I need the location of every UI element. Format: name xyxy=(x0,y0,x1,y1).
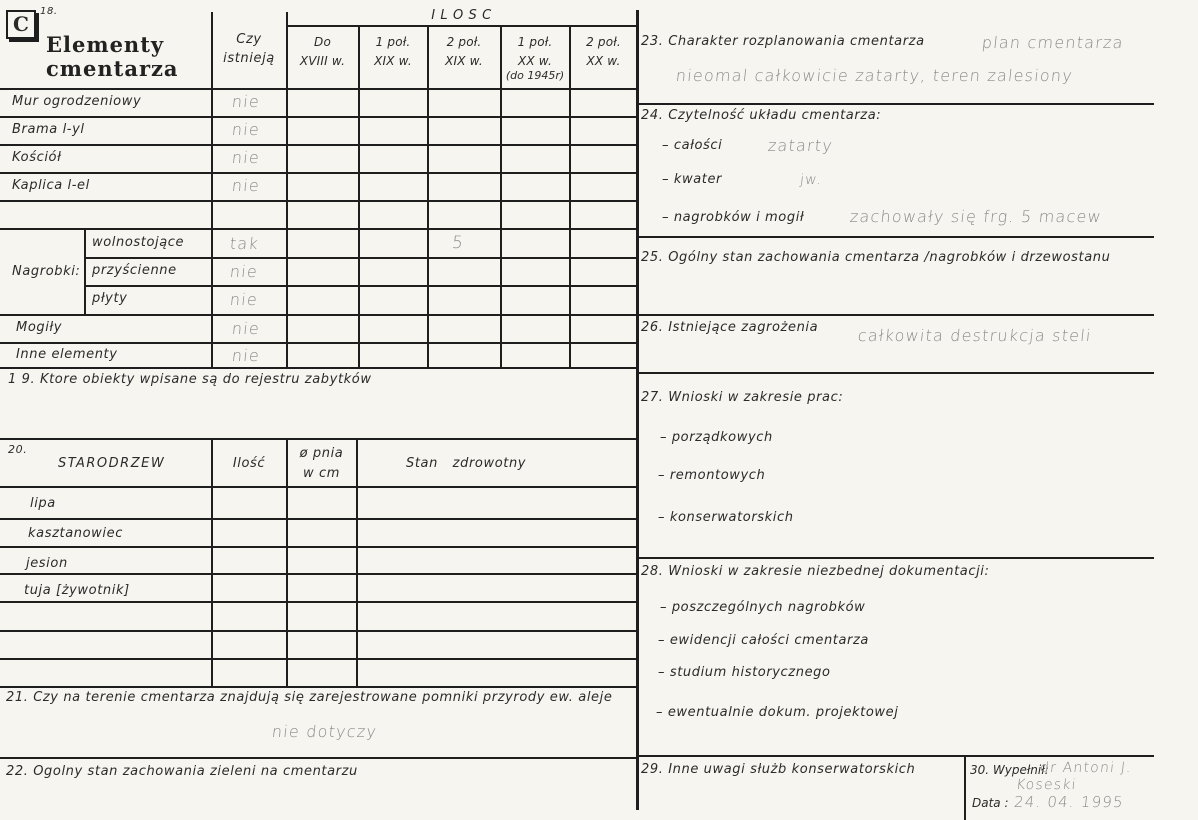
col-health: Stan zdrowotny xyxy=(406,456,527,471)
col-exists-line2: istnieją xyxy=(223,51,275,66)
r-line-25 xyxy=(637,314,1154,316)
section24-item-3-label: – nagrobków i mogił xyxy=(662,210,805,225)
section23-answer-line2: nieomal całkowicie zatarty, teren zalesiony xyxy=(675,66,1074,85)
tree-col-1 xyxy=(211,438,213,686)
section30-date-label: Data : xyxy=(972,796,1009,810)
section24-item-2-label: – kwater xyxy=(662,172,722,187)
element-row-2-exists: nie xyxy=(231,120,262,139)
tree-row-1-name: lipa xyxy=(30,496,56,511)
col-diam-line1: ø pnia xyxy=(299,446,344,461)
bottom-row-1-label: Mogiły xyxy=(16,320,63,335)
card-letter-box xyxy=(6,10,36,39)
row-line-7 xyxy=(84,285,637,287)
section26-label: 26. Istniejące zagrożenia xyxy=(641,320,819,335)
section30-name-line1: dr Antoni J. xyxy=(1039,760,1133,776)
row-line-1 xyxy=(0,116,637,118)
element-row-1-exists: nie xyxy=(231,92,262,111)
period-5-line1: 2 poł. xyxy=(586,35,621,49)
period-1-line2: XVIII w. xyxy=(299,54,346,68)
tree-col-3 xyxy=(356,438,358,686)
r-col-30 xyxy=(964,755,966,820)
section28-item-4: – ewentualnie dokum. projektowej xyxy=(656,705,899,720)
section22-top xyxy=(0,757,637,759)
period-4-line3: (do 1945r) xyxy=(505,69,565,82)
nagrobki-row-3-exists: nie xyxy=(229,290,260,309)
r-line-28 xyxy=(637,755,1154,757)
row-line-9 xyxy=(0,342,637,344)
nagrobki-row-1-exists: tak xyxy=(229,234,260,253)
section27-item-2: – remontowych xyxy=(658,468,766,483)
section18-number: 18. xyxy=(40,6,58,17)
element-row-1-label: Mur ogrodzeniowy xyxy=(12,94,142,109)
section24-item-1-label: – całości xyxy=(662,138,723,153)
tree-row-4 xyxy=(0,601,637,603)
r-line-24 xyxy=(637,236,1154,238)
section29-label: 29. Inne uwagi służb konserwatorskich xyxy=(641,762,916,777)
tree-row-3-name: jesion xyxy=(26,556,68,571)
section24-item-2-answer: jw. xyxy=(799,172,823,188)
row-line-8 xyxy=(0,314,637,316)
nagrobki-label: Nagrobki: xyxy=(12,264,81,279)
section30-name-line2: Koseski xyxy=(1015,777,1078,793)
section28-item-1: – poszczególnych nagrobków xyxy=(660,600,866,615)
element-row-3-label: Kościół xyxy=(12,150,62,165)
section24-label: 24. Czytelność układu cmentarza: xyxy=(641,108,882,123)
nagrobki-row-3-label: płyty xyxy=(92,291,128,306)
period-2-line2: XIX w. xyxy=(374,54,412,68)
r-line-27 xyxy=(637,557,1154,559)
section28-item-3: – studium historycznego xyxy=(658,665,831,680)
section24-item-1-answer: zatarty xyxy=(767,136,835,155)
col-exists-line1: Czy xyxy=(236,32,262,47)
section28-label: 28. Wnioski w zakresie niezbednej dokumentacji: xyxy=(641,564,990,579)
tree-row-2 xyxy=(0,546,637,548)
nagrobki-row-1-count: 5 xyxy=(450,233,466,253)
bottom-row-1-exists: nie xyxy=(231,319,262,338)
section27-item-3: – konserwatorskich xyxy=(658,510,794,525)
header-bottom-line xyxy=(0,88,637,90)
tree-row-2-name: kasztanowiec xyxy=(28,526,123,541)
section30-label: 30. Wypełnił: xyxy=(970,763,1049,777)
section18-title-line2: cmentarza xyxy=(46,56,179,81)
tree-row-3 xyxy=(0,573,637,575)
center-divider xyxy=(636,10,639,810)
section28-item-2: – ewidencji całości cmentarza xyxy=(658,633,869,648)
col-tree: STARODRZEW xyxy=(58,456,166,471)
row-line-5 xyxy=(0,228,637,230)
period-2-line1: 1 poł. xyxy=(375,35,411,49)
section25-label: 25. Ogólny stan zachowania cmentarza /nagrobków i drzewostanu xyxy=(641,250,1111,265)
tree-row-1 xyxy=(0,518,637,520)
bottom-row-2-label: Inne elementy xyxy=(16,347,118,362)
r-line-23 xyxy=(637,103,1154,105)
section21-label: 21. Czy na terenie cmentarza znajdują się zarejestrowane pomniki przyrody ew. aleje xyxy=(6,690,613,705)
section20-header-bottom xyxy=(0,486,637,488)
period-4-line1: 1 poł. xyxy=(517,35,553,49)
element-row-2-label: Brama l-yl xyxy=(12,122,85,137)
section30-date: 24. 04. 1995 xyxy=(1013,793,1125,811)
section20-number: 20. xyxy=(8,443,28,456)
tree-row-6 xyxy=(0,658,637,660)
nagrobki-row-1-label: wolnostojące xyxy=(92,235,185,250)
col-diam-line2: w cm xyxy=(303,466,340,481)
row-line-2 xyxy=(0,144,637,146)
col-ilosc: I L O S C xyxy=(431,8,492,23)
section22-label: 22. Ogolny stan zachowania zieleni na cmentarzu xyxy=(6,764,358,779)
section23-label: 23. Charakter rozplanowania cmentarza xyxy=(641,34,925,49)
card-letter: C xyxy=(13,12,29,36)
nagrobki-row-2-label: przyścienne xyxy=(92,263,177,278)
row-line-6 xyxy=(84,257,637,259)
col-divider-p1 xyxy=(358,25,360,368)
col-count: Ilość xyxy=(232,456,266,471)
ilosc-underline xyxy=(286,25,637,27)
element-row-4-label: Kaplica l-el xyxy=(12,178,90,193)
section19-label: 1 9. Ktore obiekty wpisane są do rejestru zabytków xyxy=(8,372,372,387)
element-row-4-exists: nie xyxy=(231,176,262,195)
period-3-line2: XIX w. xyxy=(445,54,483,68)
period-1-line1: Do xyxy=(314,35,331,49)
section27-item-1: – porządkowych xyxy=(660,430,773,445)
section20-top xyxy=(0,438,637,440)
section27-label: 27. Wnioski w zakresie prac: xyxy=(641,390,844,405)
element-row-3-exists: nie xyxy=(231,148,262,167)
col-divider-nagrobki xyxy=(84,228,86,315)
section26-answer: całkowita destrukcja steli xyxy=(857,326,1093,345)
section18-title-line1: Elementy xyxy=(46,32,165,57)
tree-row-4-name: tuja [żywotnik] xyxy=(24,583,130,598)
col-divider-p2 xyxy=(427,25,429,368)
row-line-4 xyxy=(0,200,637,202)
section21-answer: nie dotyczy xyxy=(271,722,379,741)
period-3-line1: 2 poł. xyxy=(446,35,482,49)
row-line-3 xyxy=(0,172,637,174)
period-5-line2: XX w. xyxy=(586,54,621,68)
bottom-row-2-exists: nie xyxy=(231,346,262,365)
period-4-line2: XX w. xyxy=(517,54,553,68)
col-divider-p4 xyxy=(569,25,571,368)
r-line-26 xyxy=(637,372,1154,374)
section19-top xyxy=(0,367,637,369)
section23-answer-line1: plan cmentarza xyxy=(981,33,1125,52)
nagrobki-row-2-exists: nie xyxy=(229,262,260,281)
section21-top xyxy=(0,686,637,688)
section24-item-3-answer: zachowały się frg. 5 macew xyxy=(849,207,1103,226)
tree-row-5 xyxy=(0,630,637,632)
